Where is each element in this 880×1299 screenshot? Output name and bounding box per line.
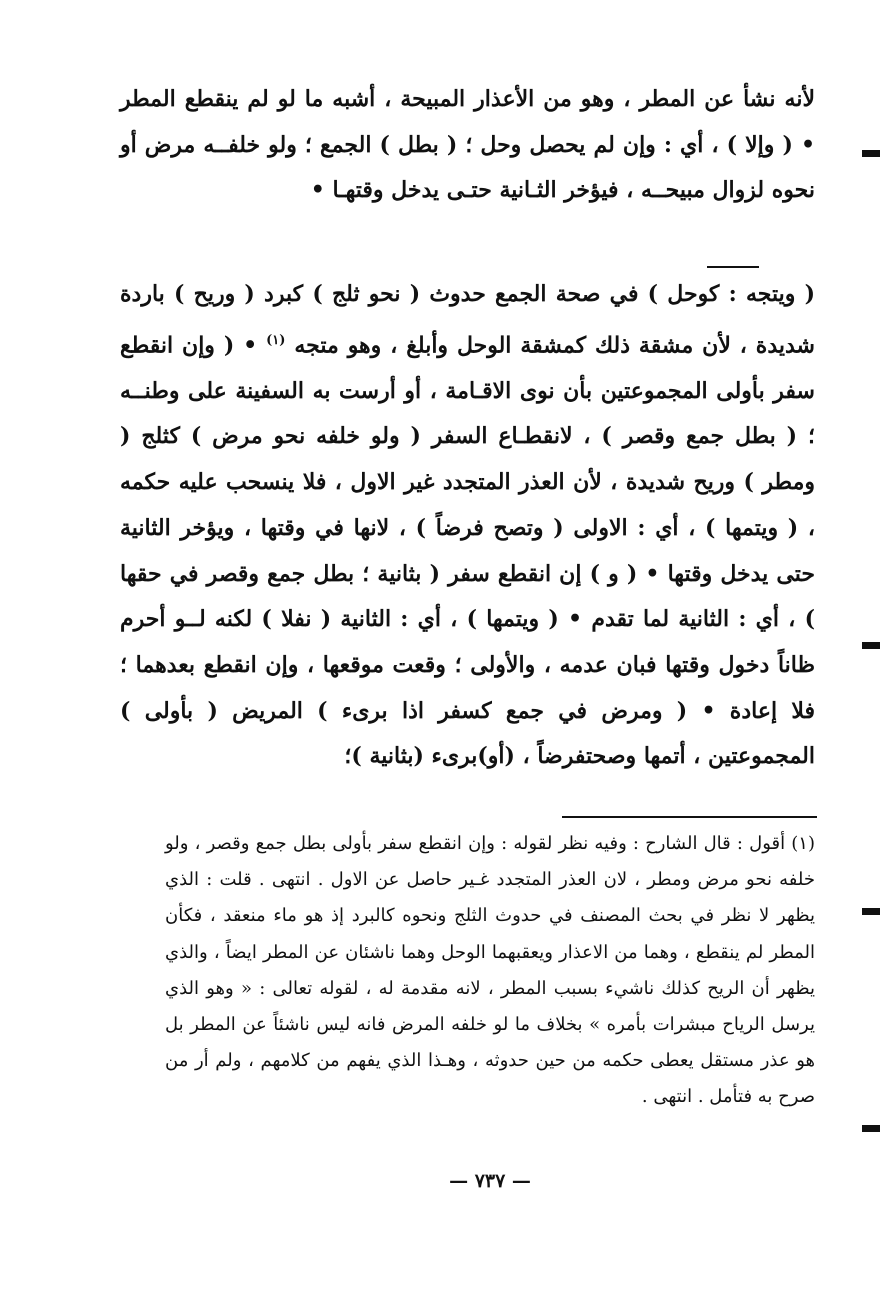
footnote-reference: (١) [266, 332, 286, 348]
paragraph-separator [707, 266, 759, 268]
paragraph-2-text [120, 272, 815, 780]
footnote [165, 826, 815, 1116]
paragraph-2-part-a: ( ويتجه : كوحل ) في صحة الجمع حدوث ( نحو ثلج ) كبرد ( وريح ) باردة شديدة ، لأن مشقة ذلك كمشقة الوحل وأبلغ ، وهو متجه [120, 281, 815, 359]
margin-mark [862, 908, 880, 915]
footnote-text: (١) أقول : قال الشارح : وفيه نظر لقوله : وإن انقطع سفر بأولى بطل جمع وقصر ، ولو خلفه نحو مرض ومطر ، لان العذر المتجدد غـير حاصل عن الاول . انتهى . قلت : الذي يظهر لا نظر في بحث المصنف في حدوث الثلج ونحوه كالبرد إذ هو ماء منعقد ، فكأن المطر لم ينقطع ، وهما من الاعذار ويعقبهما الوحل وهما ناشئان عن المطر ايضاً ، والذي يظهر أن الريح كذلك ناشيء بسبب المطر ، لانه مقدمة له ، لقوله تعالى : « وهو الذي يرسل الرياح مبشرات بأمره » بخلاف ما لو خلفه المرض فانه ليس ناشئاً عن المطر بل هو عذر مستقل يعطى حكمه من حين حدوثه ، وهـذا الذي يفهم من كلامهم ، ولم أر من صرح به فتأمل . انتهى . [165, 833, 815, 1108]
paragraph-1-text: لأنه نشأ عن المطر ، وهو من الأعذار المبيحة ، أشبه ما لو لم ينقطع المطر • ( وإلا ) ، أي : وإن لم يحصل وحل ؛ ( بطل ) الجمع ؛ ولو خلفــه مرض أو نحوه لزوال مبيحــه ، فيؤخر الثـانية حتـى يدخل وقتهـا • [120, 86, 815, 204]
paragraph-2-part-b: • ( وإن انقطع سفر بأولى المجموعتين بأن نوى الاقـامة ، أو أرست به السفينة على وطنــه ؛ ( بطل جمع وقصر ) ، لانقطـاع السفر ( ولو خلفه نحو مرض ) كثلج ( ومطر ) وريح شديدة ، لأن العذر المتجدد غير الاول ، فلا ينسحب عليه حكمه ، ( ويتمها ) ، أي : الاولى ( وتصح فرضاً ) ، لانها في وقتها ، ويؤخر الثانية حتى يدخل وقتها • ( و ) إن انقطع سفر ( بثانية ؛ بطل جمع وقصر في حقها ) ، أي : الثانية لما تقدم • ( ويتمها ) ، أي : الثانية ( نفلا ) لكنه لــو أحرم ظاناً دخول وقتها فبان عدمه ، والأولى ؛ وقعت موقعها ، وإن انقطع بعدهما ؛ فلا إعادة • ( ومرض في جمع كسفر اذا برىء ) المريض ( بأولى ) المجموعتين ، أتمها وصحتفرضاً ، (أو)برىء (بثانية )؛ [120, 332, 815, 770]
margin-mark [862, 642, 880, 649]
main-paragraph-1 [120, 77, 815, 214]
margin-mark [862, 1125, 880, 1132]
margin-mark [862, 150, 880, 157]
footnote-separator [562, 816, 817, 818]
main-paragraph-2 [120, 272, 815, 780]
page-number: — ٧٣٧ — [449, 1170, 531, 1192]
